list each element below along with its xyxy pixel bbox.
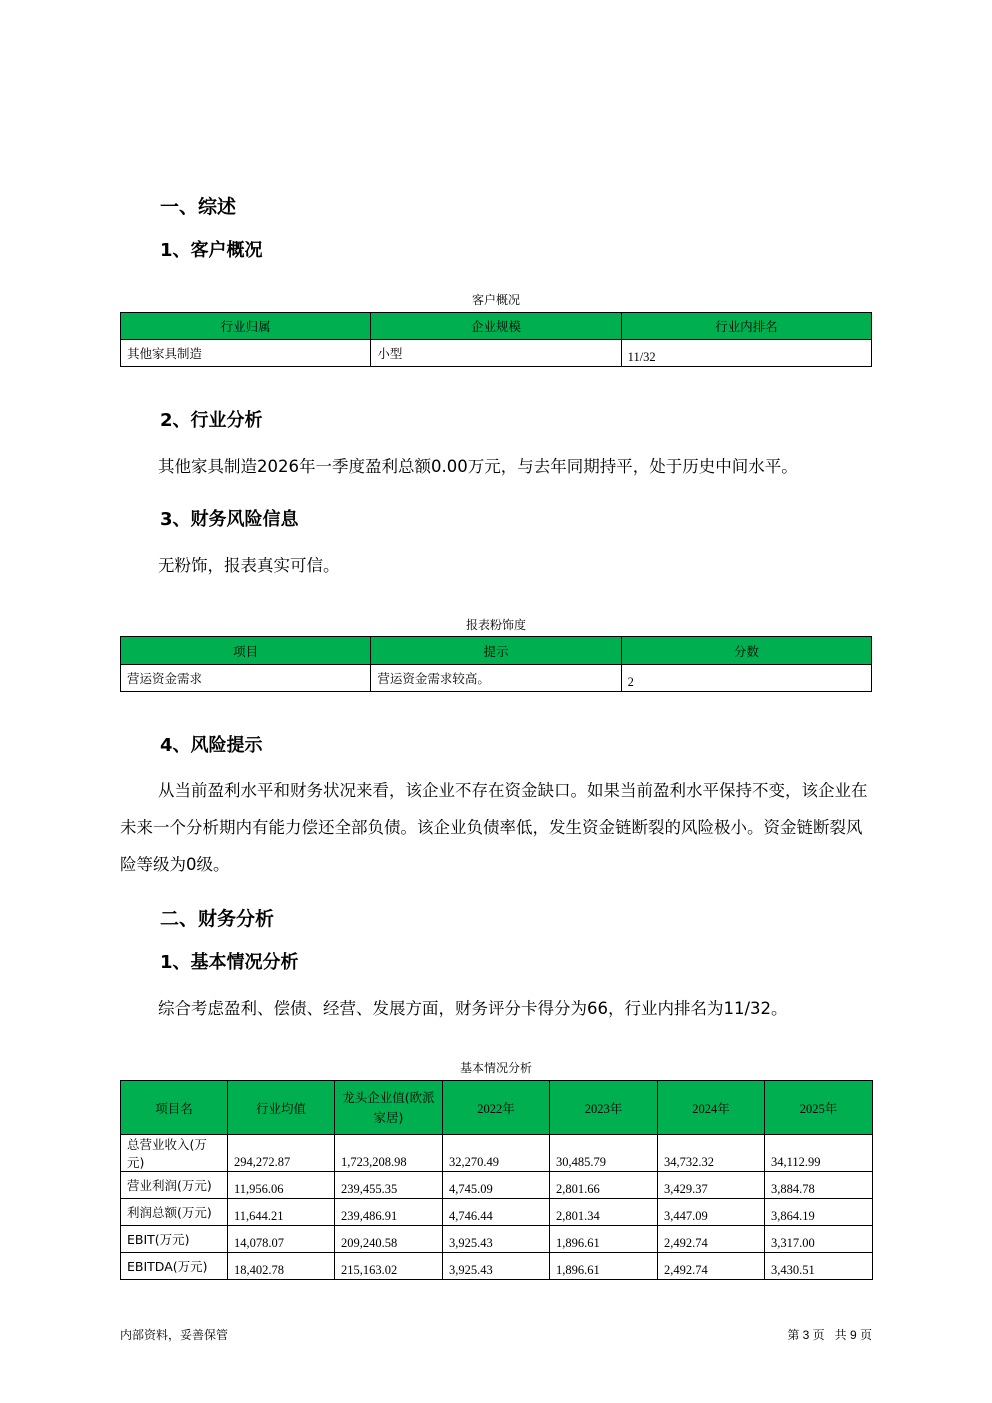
table-header: 2022年 [443, 1081, 550, 1135]
value-cell: 3,430.51 [765, 1253, 873, 1280]
value-cell: 18,402.78 [228, 1253, 335, 1280]
table-row [121, 1226, 873, 1253]
value-cell: 3,864.19 [765, 1199, 873, 1226]
report-dressing-table [120, 636, 872, 692]
value-cell: 11,644.21 [228, 1199, 335, 1226]
row-label-cell: 营业利润(万元) [121, 1172, 228, 1199]
value-cell: 1,896.61 [550, 1253, 658, 1280]
value-cell: 1,723,208.98 [335, 1135, 443, 1172]
customer-overview-table [120, 312, 872, 367]
value-cell: 3,925.43 [443, 1253, 550, 1280]
table-header: 行业归属 [121, 313, 371, 340]
value-cell: 4,746.44 [443, 1199, 550, 1226]
value-cell: 32,270.49 [443, 1135, 550, 1172]
value-cell: 2,801.34 [550, 1199, 658, 1226]
row-label-cell: EBITDA(万元) [121, 1253, 228, 1280]
footer-confidential: 内部资料，妥善保管 [120, 1328, 229, 1342]
value-cell: 209,240.58 [335, 1226, 443, 1253]
value-cell: 3,429.37 [658, 1172, 765, 1199]
table-cell: 营运资金需求较高。 [371, 665, 621, 692]
value-cell: 14,078.07 [228, 1226, 335, 1253]
table-cell: 其他家具制造 [121, 340, 371, 367]
footer-page-number: 第 3 页 共 9 页 [787, 1328, 872, 1342]
table-header: 龙头企业值(欧派家居) [335, 1081, 443, 1135]
basic-table-caption: 基本情况分析 [459, 1061, 532, 1075]
table-row [121, 1199, 873, 1226]
value-cell: 2,492.74 [658, 1226, 765, 1253]
industry-analysis-text: 其他家具制造2026年一季度盈利总额0.00万元，与去年同期持平，处于历史中间水平。 [158, 457, 798, 476]
table-header: 分数 [621, 637, 871, 665]
value-cell: 4,745.09 [443, 1172, 550, 1199]
value-cell: 1,896.61 [550, 1226, 658, 1253]
table-cell: 营运资金需求 [121, 665, 371, 692]
table-header: 项目名 [121, 1081, 228, 1135]
table-header: 行业内排名 [621, 313, 871, 340]
table-cell: 2 [621, 665, 871, 692]
table-row [121, 1253, 873, 1280]
value-cell: 34,112.99 [765, 1135, 873, 1172]
table-row [121, 1172, 873, 1199]
customer-table-caption: 客户概况 [471, 293, 520, 307]
basic-analysis-text: 综合考虑盈利、偿债、经营、发展方面，财务评分卡得分为66，行业内排名为11/32。 [158, 999, 788, 1018]
table-cell: 小型 [371, 340, 621, 367]
value-cell: 239,486.91 [335, 1199, 443, 1226]
dressing-table-caption: 报表粉饰度 [465, 618, 526, 632]
value-cell: 34,732.32 [658, 1135, 765, 1172]
table-header: 2023年 [550, 1081, 658, 1135]
value-cell: 2,801.66 [550, 1172, 658, 1199]
table-header: 企业规模 [371, 313, 621, 340]
subsection-financial-risk: 3、财务风险信息 [160, 509, 299, 530]
section-1-title: 一、综述 [160, 196, 237, 218]
value-cell: 3,884.78 [765, 1172, 873, 1199]
row-label-cell: 总营业收入(万元) [121, 1135, 228, 1172]
table-cell: 11/32 [621, 340, 871, 367]
risk-warning-text: 从当前盈利水平和财务状况来看，该企业不存在资金缺口。如果当前盈利水平保持不变，该企业在未来一个分析期内有能力偿还全部负债。该企业负债率低，发生资金链断裂的风险极小。资金链断裂风险等级为0级。 [120, 781, 868, 874]
value-cell: 215,163.02 [335, 1253, 443, 1280]
subsection-risk-warning: 4、风险提示 [160, 735, 263, 756]
row-label-cell: 利润总额(万元) [121, 1199, 228, 1226]
value-cell: 3,317.00 [765, 1226, 873, 1253]
table-header: 2025年 [765, 1081, 873, 1135]
table-header: 行业均值 [228, 1081, 335, 1135]
financial-risk-text: 无粉饰，报表真实可信。 [158, 556, 340, 575]
value-cell: 3,447.09 [658, 1199, 765, 1226]
value-cell: 239,455.35 [335, 1172, 443, 1199]
subsection-basic-analysis: 1、基本情况分析 [160, 952, 299, 973]
subsection-customer-overview: 1、客户概况 [160, 240, 263, 261]
value-cell: 11,956.06 [228, 1172, 335, 1199]
value-cell: 294,272.87 [228, 1135, 335, 1172]
subsection-industry-analysis: 2、行业分析 [160, 410, 263, 431]
basic-analysis-table [120, 1080, 873, 1280]
value-cell: 2,492.74 [658, 1253, 765, 1280]
table-row [121, 1135, 873, 1172]
section-2-title: 二、财务分析 [160, 908, 275, 930]
row-label-cell: EBIT(万元) [121, 1226, 228, 1253]
value-cell: 30,485.79 [550, 1135, 658, 1172]
table-header: 提示 [371, 637, 621, 665]
table-header: 2024年 [658, 1081, 765, 1135]
table-header: 项目 [121, 637, 371, 665]
value-cell: 3,925.43 [443, 1226, 550, 1253]
